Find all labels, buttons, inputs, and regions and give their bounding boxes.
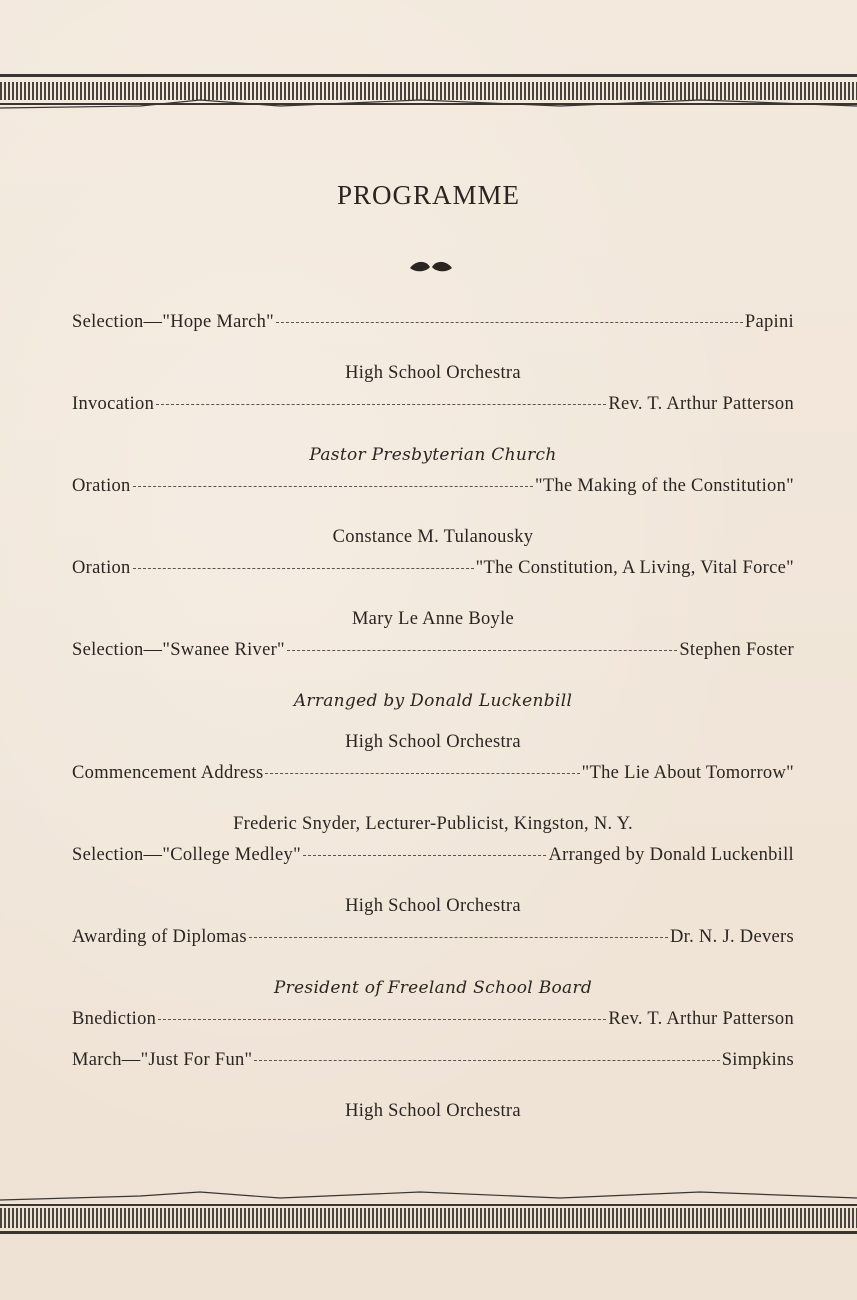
programme-entry: [72, 476, 794, 517]
entry-credit-line: Pastor Presbyterian Church: [309, 445, 557, 465]
entry-credit-line: Arranged by Donald Luckenbill: [293, 691, 573, 711]
entry-performer: "The Making of the Constitution": [534, 476, 794, 496]
scroll-ornament-icon: [408, 258, 454, 276]
entry-performer: Arranged by Donald Luckenbill: [548, 845, 794, 865]
programme-entry: [72, 640, 794, 681]
page-title: PROGRAMME: [336, 180, 521, 210]
dotted-leader: [254, 1060, 719, 1061]
programme-entry: [72, 927, 794, 968]
entry-performer: "The Lie About Tomorrow": [581, 763, 794, 783]
entry-title: Selection—"Hope March": [72, 312, 275, 332]
entry-performer: Rev. T. Arthur Patterson: [608, 394, 794, 414]
entry-performer: Simpkins: [721, 1050, 794, 1070]
programme-entry: [72, 1050, 794, 1091]
entry-credit-line: President of Freeland School Board: [273, 978, 593, 998]
entry-title: Invocation: [72, 394, 155, 414]
dotted-leader: [133, 486, 533, 487]
entry-credit-line: Constance M. Tulanousky: [332, 527, 534, 547]
entry-title: Commencement Address: [72, 763, 264, 783]
programme-entry: [72, 845, 794, 886]
entry-title: Oration: [72, 476, 131, 496]
entry-credit-line: High School Orchestra: [345, 896, 521, 916]
programme-entry: [72, 763, 794, 804]
entry-credit-line: Frederic Snyder, Lecturer-Publicist, Kingston, N. Y.: [233, 814, 633, 834]
top-decorative-border: [0, 70, 857, 110]
entry-title: Bnediction: [72, 1009, 157, 1029]
programme-entry: [72, 558, 794, 599]
entry-performer: Dr. N. J. Devers: [669, 927, 794, 947]
dotted-leader: [156, 404, 606, 405]
programme-entry: [72, 312, 794, 353]
entry-title: Selection—"College Medley": [72, 845, 301, 865]
dotted-leader: [133, 568, 474, 569]
programme-list: [72, 312, 794, 1132]
entry-performer: Rev. T. Arthur Patterson: [608, 1009, 794, 1029]
entry-performer: Stephen Foster: [679, 640, 794, 660]
dotted-leader: [276, 322, 743, 323]
dotted-leader: [265, 773, 579, 774]
dotted-leader: [158, 1019, 606, 1020]
entry-credit-line: High School Orchestra: [345, 732, 521, 752]
dotted-leader: [303, 855, 547, 856]
entry-performer: "The Constitution, A Living, Vital Force": [475, 558, 794, 578]
entry-credit-line: High School Orchestra: [345, 1101, 521, 1121]
entry-performer: Papini: [744, 312, 794, 332]
entry-credit-line: Mary Le Anne Boyle: [351, 609, 515, 629]
entry-credit-line: High School Orchestra: [345, 363, 521, 383]
entry-title: Selection—"Swanee River": [72, 640, 285, 660]
entry-title: Awarding of Diplomas: [72, 927, 247, 947]
bottom-decorative-border: [0, 1190, 857, 1230]
entry-title: March—"Just For Fun": [72, 1050, 253, 1070]
dotted-leader: [287, 650, 677, 651]
entry-title: Oration: [72, 558, 131, 578]
programme-entry: [72, 1009, 794, 1050]
programme-entry: [72, 394, 794, 435]
dotted-leader: [249, 937, 668, 938]
